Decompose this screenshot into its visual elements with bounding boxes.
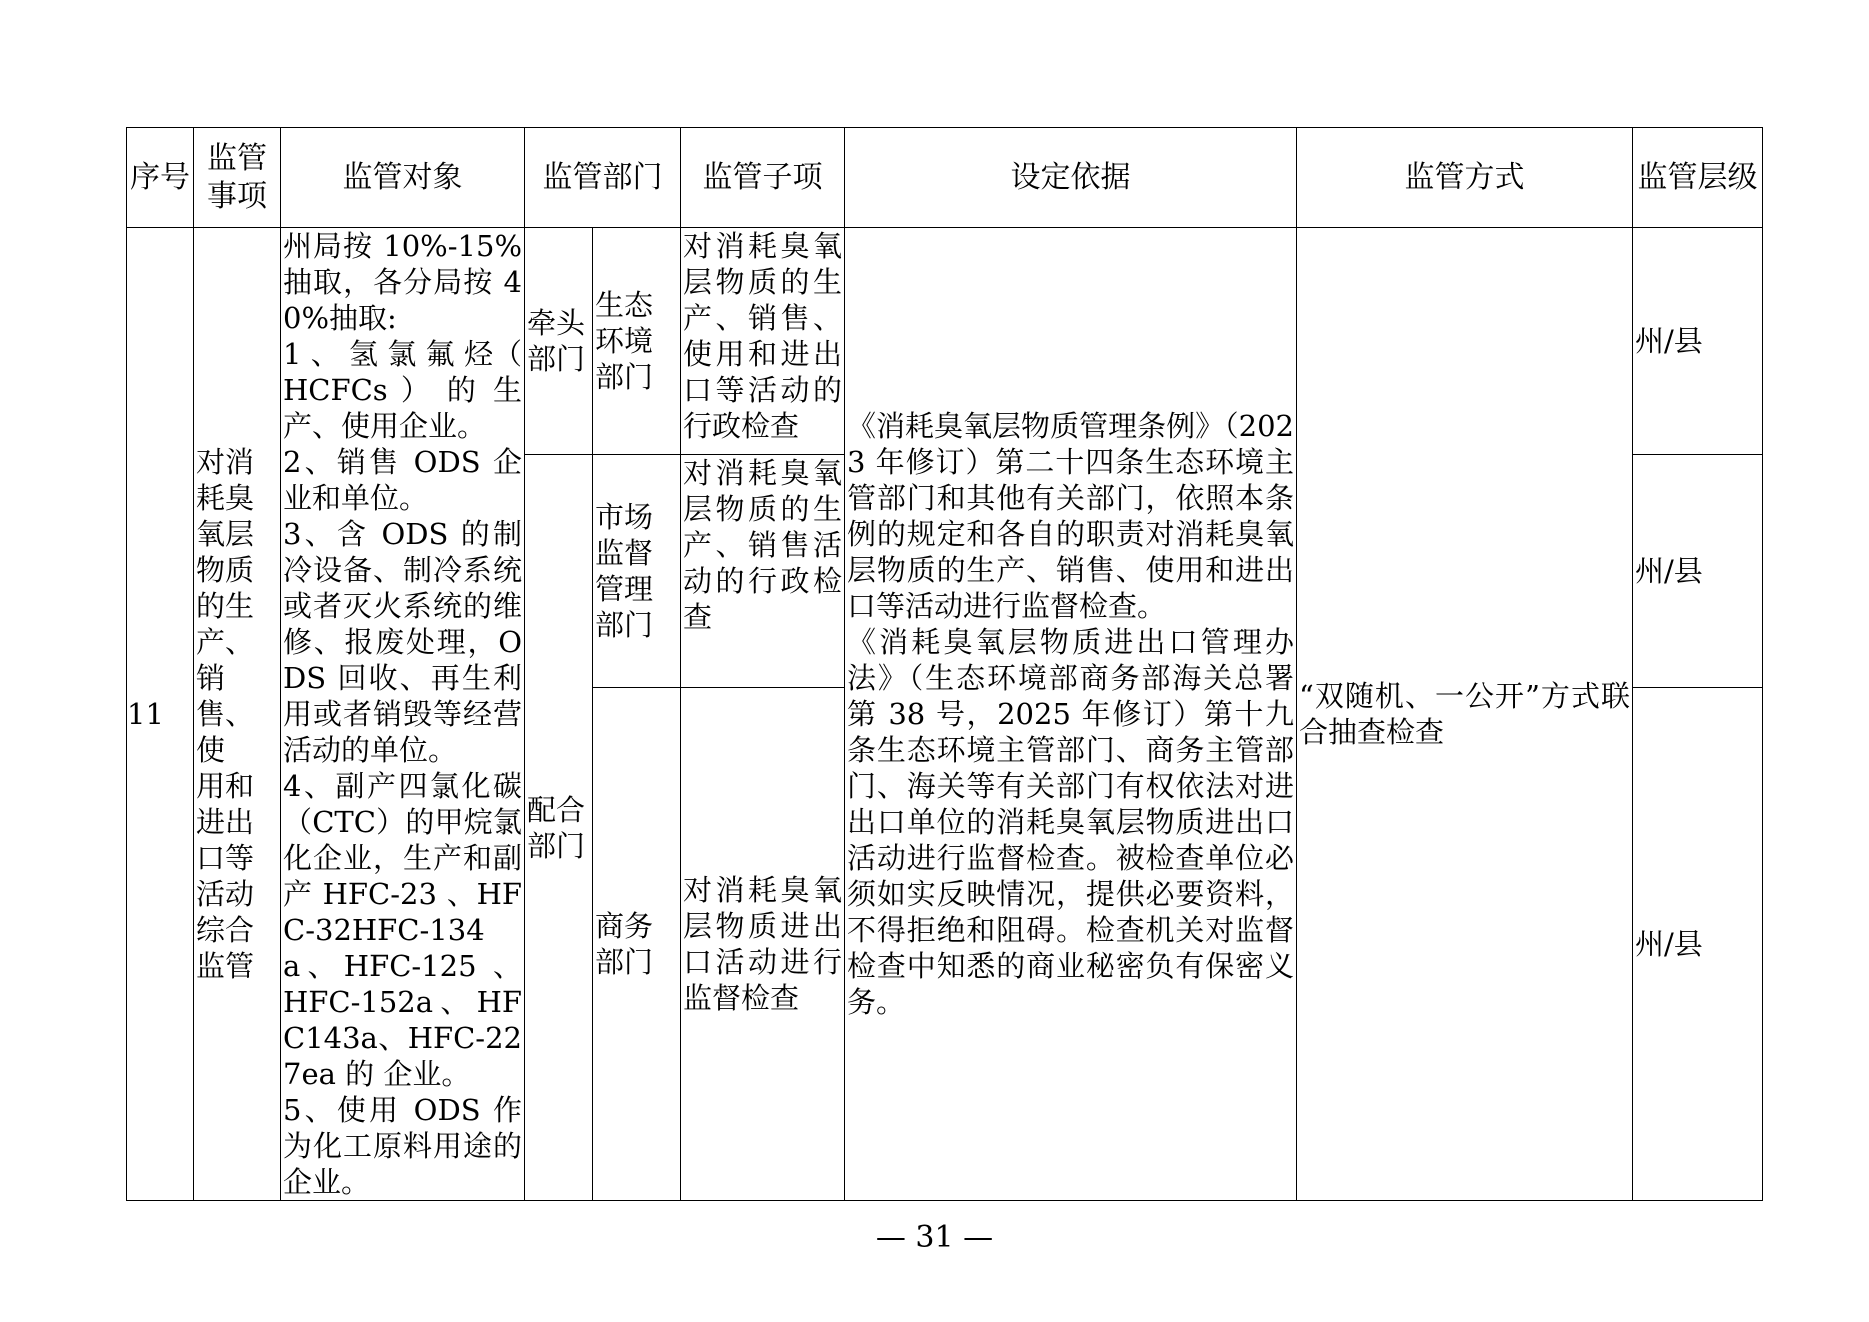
level-cell: 州/县 (1633, 228, 1763, 455)
header-item: 监管 事项 (194, 128, 281, 228)
level-cell: 州/县 (1633, 688, 1763, 1201)
header-seq: 序号 (127, 128, 194, 228)
header-subitem: 监管子项 (681, 128, 845, 228)
page-number: — 31 — (875, 1220, 994, 1255)
coop-dept-role-cell: 配合 部门 (525, 455, 593, 1201)
subitem-cell: 对消耗臭氧层物质的生产、销售、使用和进出口等活动的行政检查 (681, 228, 845, 455)
header-row (127, 128, 1763, 228)
header-object: 监管对象 (281, 128, 525, 228)
table-row (127, 228, 1763, 455)
header-basis: 设定依据 (845, 128, 1297, 228)
subitem-cell: 对消耗臭氧层物质的生产、销售活动的行政检查 (681, 455, 845, 688)
header-level: 监管层级 (1633, 128, 1763, 228)
dept-name-cell: 商务 部门 (593, 688, 681, 1201)
basis-cell: 《消耗臭氧层物质管理条例》（2023 年修订）第二十四条生态环境主管部门和其他有关部门，依照本条例的规定和各自的职责对消耗臭氧层物质的生产、销售、使用和进出口等活动进行监督检查。 《消耗臭氧层物质进出口管理办法》（生态环境部商务部海关总署第 38 号，2025 年修订）第十九条生态环境主管部门、商务主管部门、海关等有关部门有权依法对进出口单位的消耗臭氧层物质进出口活动进行监督检查。被检查单位必须如实反映情况，提供必要资料，不得拒绝和阻碍。检查机关对监督检查中知悉的商业秘密负有保密义务。 (845, 228, 1297, 1201)
object-cell: 州局按 10%-15%抽取，各分局按 40%抽取: 1 、 氢 氯 氟 烃（ HCFCs ） 的 生产、使用企业。 2、销售 ODS 企业和单位。 3、含 ODS 的制冷设备、制冷系统或者灭火系统的维修、报废处理，ODS 回收、再生利用或者销毁等经营活动的单位。 4、副产四氯化碳（CTC）的甲烷氯化企业，生产和副 产 HFC-23 、HFC-32HFC-134a、HFC-125 、 HFC-152a、HFC143a、HFC-227ea 的 企业。 5、使用 ODS 作为化工原料用途的企业。 (281, 228, 525, 1201)
dept-name-cell: 生态 环境 部门 (593, 228, 681, 455)
header-method: 监管方式 (1297, 128, 1633, 228)
subitem-cell: 对消耗臭氧层物质进出口活动进行监督检查 (681, 688, 845, 1201)
item-cell: 对消 耗臭 氧层 物质 的生 产、销 售、使 用和 进出 口等 活动 综合 监管 (194, 228, 281, 1201)
dept-name-cell: 市场 监督 管理 部门 (593, 455, 681, 688)
supervision-table (126, 127, 1763, 1201)
method-cell: “双随机、一公开”方式联合抽查检查 (1297, 228, 1633, 1201)
lead-dept-role-cell: 牵头 部门 (525, 228, 593, 455)
header-dept: 监管部门 (525, 128, 681, 228)
level-cell: 州/县 (1633, 455, 1763, 688)
seq-cell: 11 (127, 228, 194, 1201)
